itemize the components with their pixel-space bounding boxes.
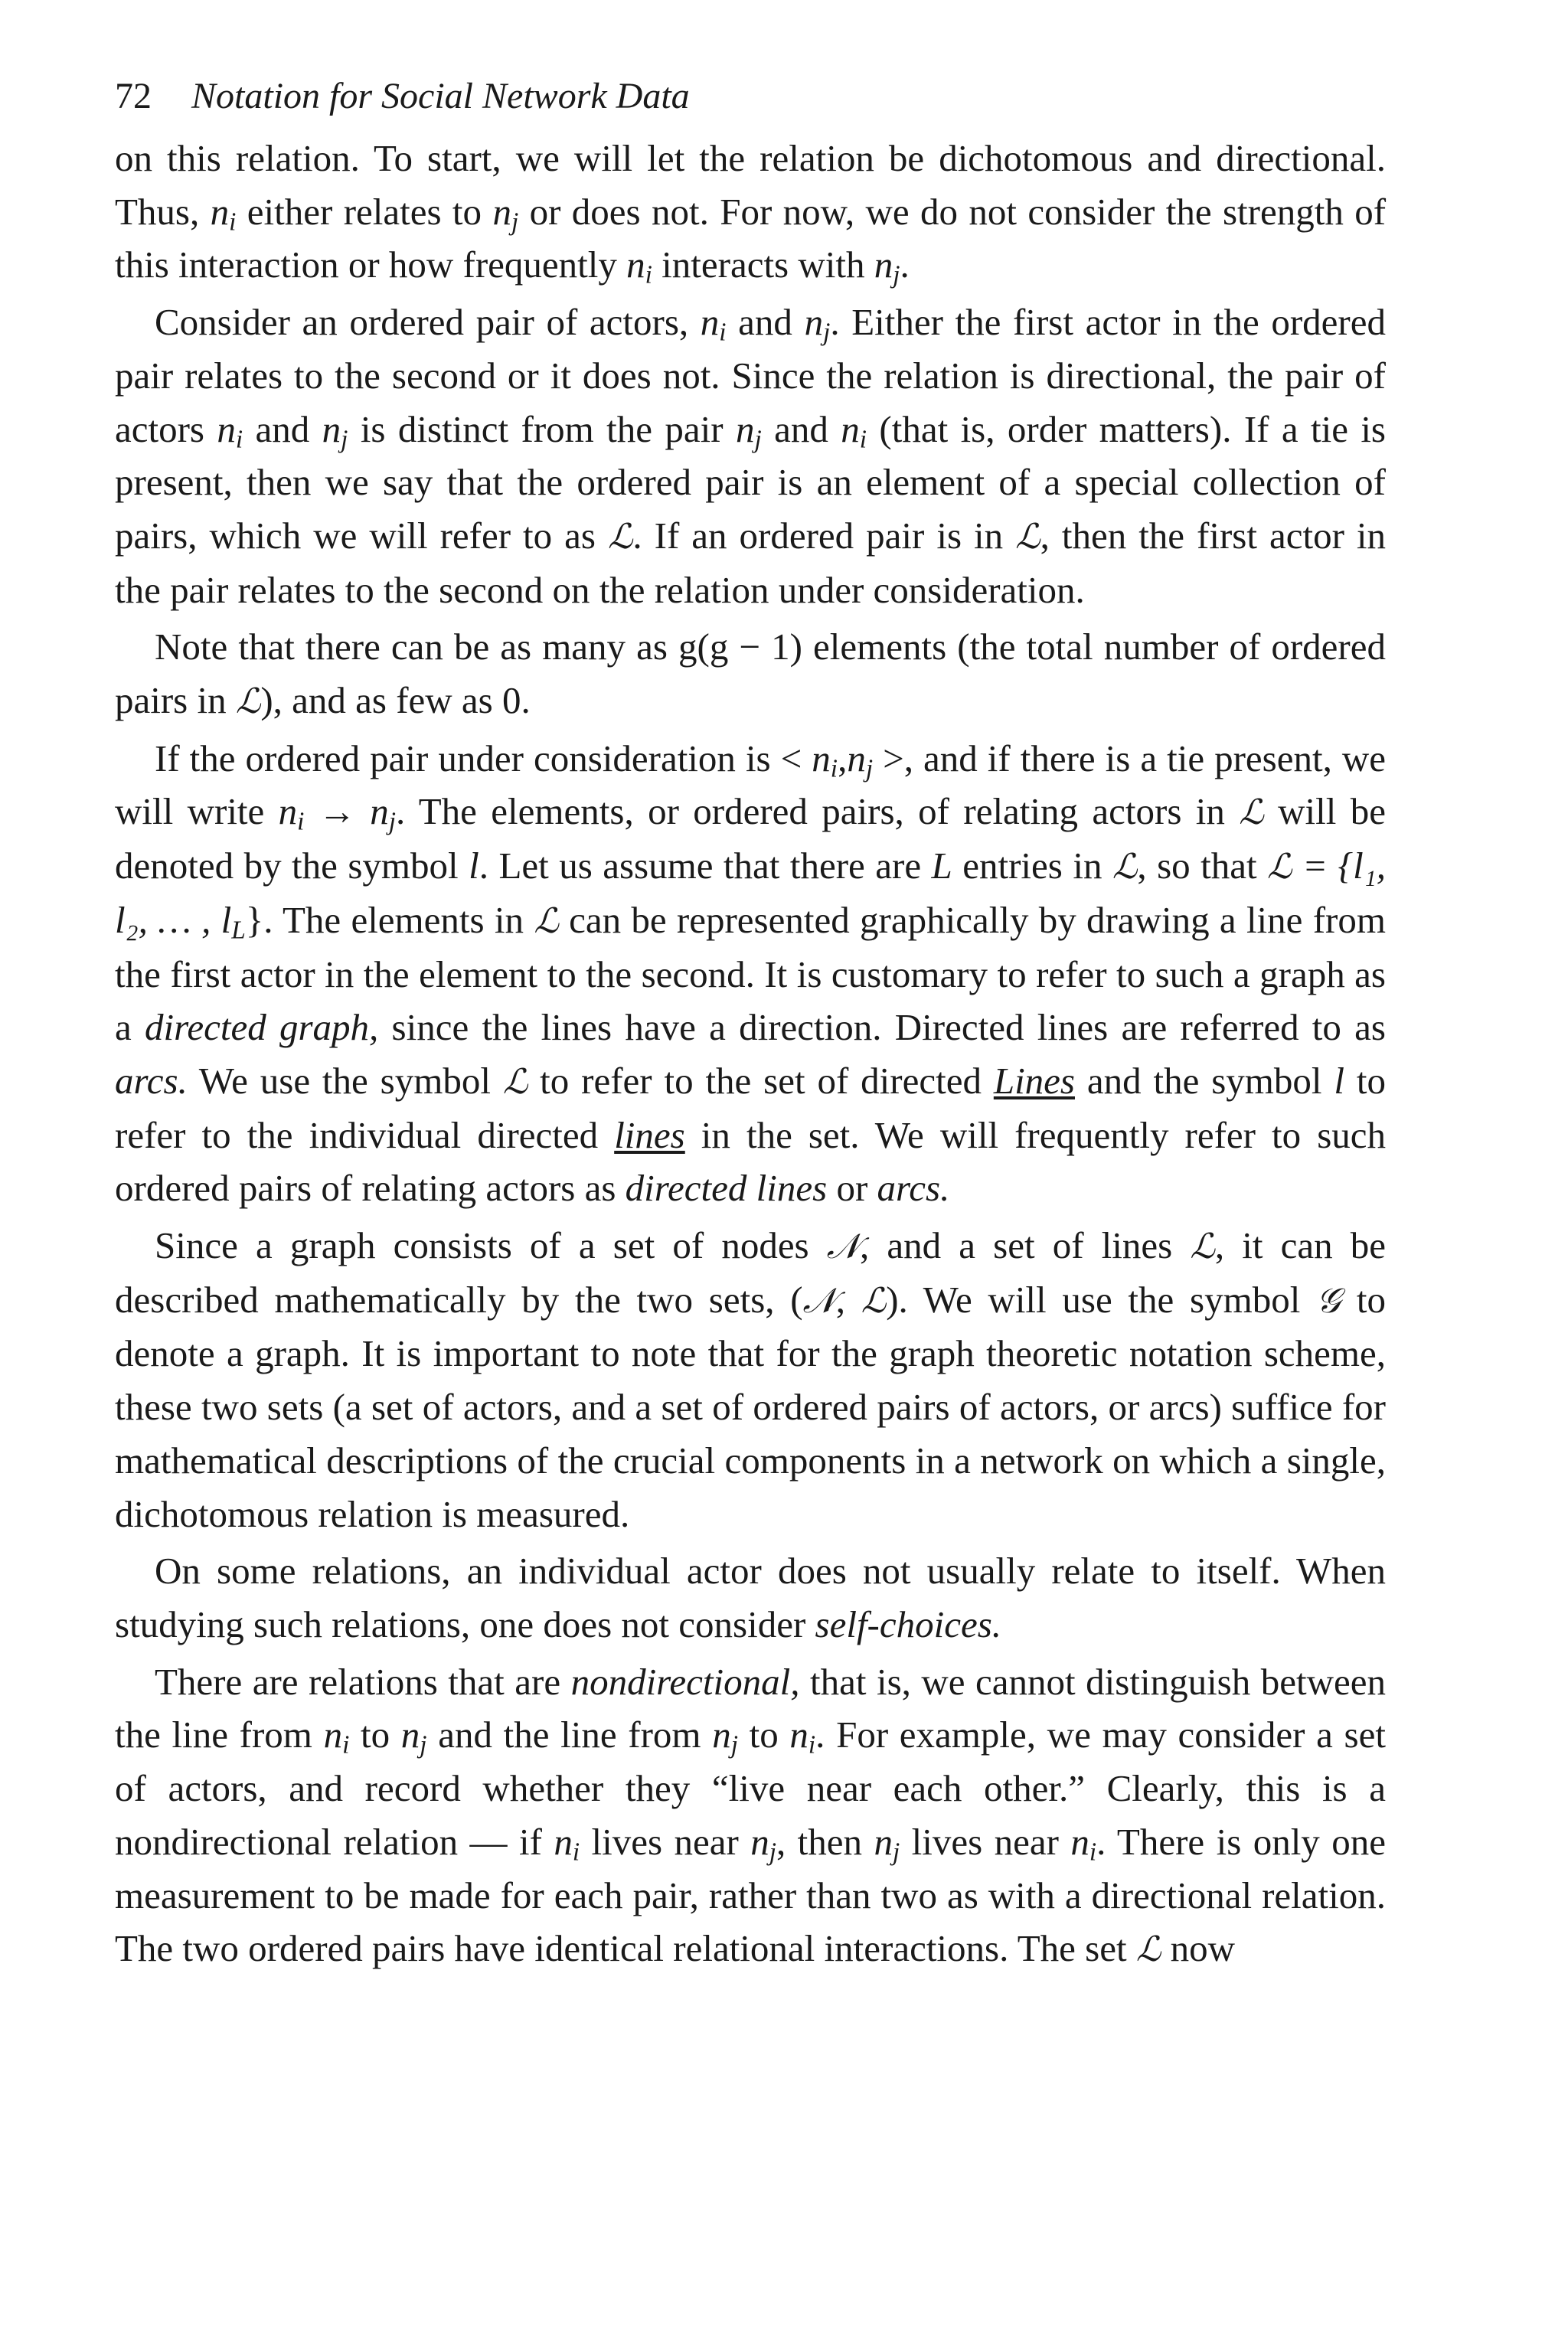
math-n-i: $n_i$ (700, 301, 727, 347)
math-n-i: $n_i$ (841, 407, 867, 453)
math-n-j: $n_j$ (400, 1714, 427, 1759)
math-n-i: $n_i$ (217, 407, 243, 453)
math-n-j: $n_j$ (370, 790, 396, 836)
math-n-j: $n_j$ (735, 407, 762, 453)
math-n-j: $n_j$ (750, 1820, 776, 1867)
script-L-symbol: ℒ (1135, 1929, 1161, 1970)
script-L-symbol: ℒ (1015, 515, 1040, 557)
page-body (115, 132, 1386, 1976)
math-l: l (1334, 1059, 1344, 1102)
math-n-i: $n_i$ (812, 737, 838, 783)
math-n-i: $n_i$ (1070, 1820, 1097, 1867)
math-n-j: $n_j$ (322, 407, 348, 453)
script-L-symbol: ℒ (861, 1279, 887, 1321)
page-number: 72 (115, 76, 152, 116)
math-n-j: $n_j$ (874, 243, 900, 289)
paragraph-2: Consider an ordered pair of actors, $n_i$ and $n_j$. Either the first actor in the ordered pair relates to the second or it does not. Since the relation is directional, the pair of actors $n_i$ and $n_j$ is distinct from the pair $n_j$ and $n_i$ (that is, order matters). If a tie is present, then we say that the ordered pair is an element of a special collection of pairs, which we will refer to as ℒ. If an ordered pair is in ℒ, then the first actor in the pair relates to the second on the relation under consideration. (115, 301, 1387, 611)
paragraph-7: There are relations that are nondirectional, that is, we cannot distinguish between the line from $n_i$ to $n_j$ and the line from $n_j$ to $n_i$. For example, we may consider a set of actors, and record whether they “live near each other.” Clearly, this is a nondirectional relation — if $n_i$ lives near $n_j$, then $n_j$ lives near $n_i$. There is only one measurement to be made for each pair, rather than two as with a directional relation. The two ordered pairs have identical relational interactions. The set ℒ now (115, 1660, 1386, 1970)
set-expression: = {l₁, l₂, … , l (115, 845, 1386, 941)
running-header (115, 61, 1386, 132)
term-lines-individual: lines (614, 1113, 685, 1156)
script-L-symbol: ℒ (1112, 846, 1138, 887)
set-last-subscript: L (231, 916, 246, 945)
math-n-j: $n_j$ (847, 737, 874, 783)
math-n-j: $n_j$ (492, 190, 519, 237)
script-L-symbol: ℒ (607, 515, 633, 557)
math-n-i: $n_i$ (789, 1714, 816, 1759)
math-n-j: $n_j$ (712, 1714, 738, 1759)
running-title: Notation for Social Network Data (191, 76, 690, 116)
math-l: l (469, 845, 479, 887)
paragraph-5: Since a graph consists of a set of nodes 𝒩, and a set of lines ℒ, it can be described mathematically by the two sets, (𝒩, ℒ). We will use the symbol 𝒢 to denote a graph. It is important to note that for the graph theoretic notation scheme, these two sets (a set of actors, and a set of ordered pairs of actors, or arcs) suffice for mathematical descriptions of the crucial components in a network on which a single, dichotomous relation is measured. (115, 1224, 1386, 1535)
script-L-symbol: ℒ (1267, 846, 1292, 887)
paragraph-3: Note that there can be as many as g(g − 1) elements (the total number of ordered pairs in ℒ), and as few as 0. (115, 626, 1386, 722)
math-L: L (931, 845, 952, 887)
math-n-i: $n_i$ (210, 190, 237, 237)
script-L-symbol: ℒ (1239, 792, 1264, 833)
math-n-j: $n_j$ (874, 1820, 900, 1867)
paragraph-4: If the ordered pair under consideration is < $n_i,n_j$ >, and if there is a tie present, we will write $n_i \to n_j$. The elements, or ordered pairs, of relating actors in ℒ will be denoted by the symbol l. Let us assume that there are L entries in ℒ, so that ℒ = {l₁, l₂, … , $l_L$}. The elements in ℒ can be represented graphically by drawing a line from the first actor in the element to the second. It is customary to refer to such a graph as a directed graph, since the lines have a direction. Directed lines are referred to as arcs. We use the symbol ℒ to refer to the set of directed Lines and the symbol l to refer to the individual directed lines in the set. We will frequently refer to such ordered pairs of relating actors as directed lines or arcs. (115, 737, 1387, 1210)
term-arcs: arcs. (115, 1059, 188, 1102)
term-self-choices: self-choices. (815, 1603, 1002, 1645)
script-L-symbol: ℒ (1190, 1226, 1215, 1267)
paragraph-6: On some relations, an individual actor does not usually relate to itself. When studying such relations, one does not consider self-choices. (115, 1550, 1386, 1645)
math-n-i: $n_i$ (278, 790, 305, 836)
set-close: } (245, 898, 264, 941)
script-N-symbol: 𝒩 (826, 1226, 860, 1267)
script-L-symbol: ℒ (502, 1060, 528, 1102)
book-page (115, 61, 1386, 2305)
script-L-symbol: ℒ (235, 681, 261, 722)
term-directed-graph: directed graph, (145, 1006, 379, 1049)
script-N-symbol: 𝒩 (802, 1279, 836, 1321)
term-lines-set: Lines (993, 1059, 1075, 1102)
script-G-symbol: 𝒢 (1316, 1279, 1341, 1321)
paragraph-1: on this relation. To start, we will let the relation be dichotomous and directional. Thus, $n_i$ either relates to $n_j$ or does not. For now, we do not consider the strength of this interaction or how frequently $n_i$ interacts with $n_j$. (115, 137, 1387, 289)
math-n-i: $n_i$ (626, 243, 652, 289)
term-nondirectional: nondirectional, (570, 1660, 800, 1703)
script-L-symbol: ℒ (534, 900, 559, 941)
math-n-i: $n_i$ (323, 1714, 350, 1759)
math-n-j: $n_j$ (804, 301, 831, 347)
math-n-i: $n_i$ (554, 1820, 580, 1867)
term-arcs: arcs. (877, 1167, 950, 1210)
arrow-symbol: → (318, 790, 356, 833)
term-directed-lines: directed lines (625, 1167, 828, 1210)
